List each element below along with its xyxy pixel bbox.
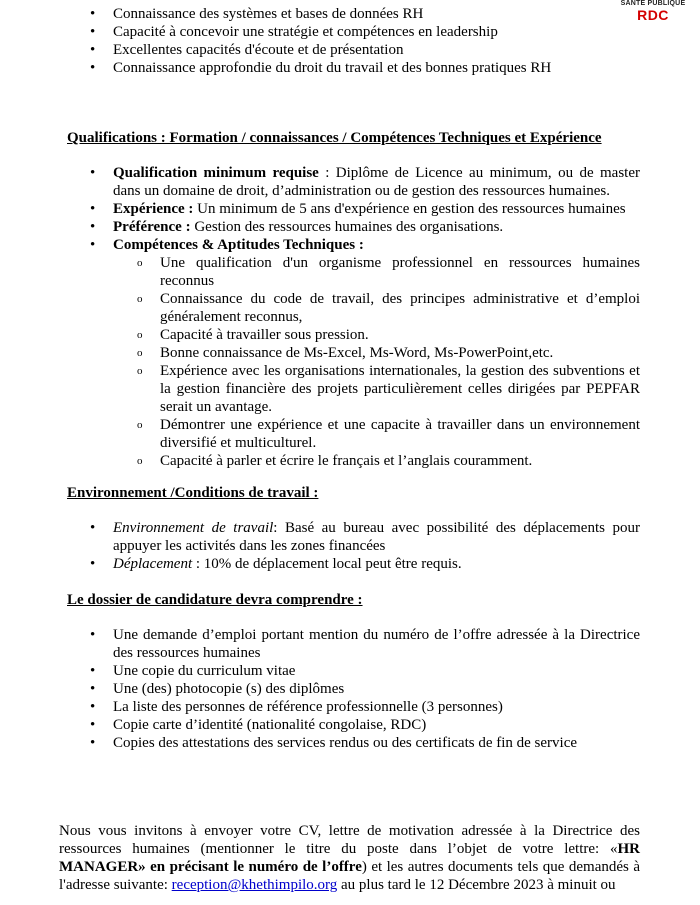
list-item: • Copies des attestations des services rendus ou des certificats de fin de service: [0, 734, 700, 752]
list-item: [0, 519, 700, 555]
list-item: [0, 200, 700, 218]
list-item: • Une copie du curriculum vitae: [0, 662, 700, 680]
item-label: Qualification minimum requise: [113, 165, 319, 181]
item-label: Déplacement: [113, 556, 193, 572]
item-label: Expérience :: [113, 201, 194, 217]
list-item: [0, 218, 700, 236]
closing-text: au plus tard le 12 Décembre 2023 à minuit ou: [337, 877, 616, 893]
list-item: • Une demande d’emploi portant mention du numéro de l’offre adressée à la Directrice des ressources humaines: [0, 626, 700, 662]
closing-text: Nous vous invitons à envoyer votre CV, lettre de motivation adressée à la Directrice des ressources humaines (mentionner le titre du poste dans l’objet de votre lettre: «: [59, 823, 640, 857]
sub-list-item: o Expérience avec les organisations internationales, la gestion des subventions et la gestion financière des projets particulièrement celles dirigées par PEPFAR serait un avantage.: [0, 362, 700, 416]
sub-list-item: o Démontrer une expérience et une capacite à travailler dans un environnement diversifié et multiculturel.: [0, 416, 700, 452]
item-text: Gestion des ressources humaines des organisations.: [190, 219, 504, 235]
sub-list-item: o Une qualification d'un organisme professionnel en ressources humaines reconnus: [0, 254, 700, 290]
item-text: : Basé au bureau avec possibilité des déplacements pour appuyer les activités dans les zones financées: [113, 520, 640, 554]
email-link[interactable]: reception@khethimpilo.org: [171, 877, 338, 893]
list-item: • Connaissance approfondie du droit du travail et des bonnes pratiques RH: [0, 59, 700, 77]
closing-text: ) et les autres documents tels que demandés à l'adresse suivante:: [59, 859, 640, 893]
list-item: [0, 555, 700, 573]
logo-subtitle: SANTE PUBLIQUE: [620, 0, 686, 7]
list-item: • Connaissance des systèmes et bases de données RH: [0, 5, 700, 23]
qualifications-heading: Qualifications : Formation / connaissances / Compétences Techniques et Expérience: [67, 130, 602, 146]
list-item: • Capacité à concevoir une stratégie et compétences en leadership: [0, 23, 700, 41]
closing-bold: HR MANAGER» en précisant le numéro de l’offre: [59, 841, 640, 875]
item-label: Compétences & Aptitudes Techniques :: [113, 237, 364, 253]
competences-sublist: [0, 254, 700, 470]
environment-heading: Environnement /Conditions de travail :: [67, 485, 319, 501]
sub-list-item: o Capacité à travailler sous pression.: [0, 326, 700, 344]
dossier-heading: Le dossier de candidature devra comprendre :: [67, 592, 363, 608]
list-item: [0, 164, 700, 200]
closing-paragraph: [59, 822, 640, 894]
environment-list: [0, 519, 700, 573]
item-label: Préférence :: [113, 219, 191, 235]
qualifications-list: [0, 164, 700, 470]
list-item: • Excellentes capacités d'écoute et de présentation: [0, 41, 700, 59]
list-item: [0, 236, 700, 470]
sub-list-item: o Connaissance du code de travail, des principes administrative et d’emploi généralement reconnus,: [0, 290, 700, 326]
logo-brand: RDC: [637, 7, 669, 23]
item-text: : Diplôme de Licence au minimum, ou de master dans un domaine de droit, d’administration ou de gestion des ressources humaines.: [113, 165, 640, 199]
sub-list-item: o Capacité à parler et écrire le français et l’anglais couramment.: [0, 452, 700, 470]
item-text: : 10% de déplacement local peut être requis.: [192, 556, 462, 572]
sub-list-item: o Bonne connaissance de Ms-Excel, Ms-Word, Ms-PowerPoint,etc.: [0, 344, 700, 362]
item-label: Environnement de travail: [113, 520, 274, 536]
list-item: • La liste des personnes de référence professionnelle (3 personnes): [0, 698, 700, 716]
dossier-list: [0, 626, 700, 752]
item-text: Un minimum de 5 ans d'expérience en gestion des ressources humaines: [193, 201, 626, 217]
top-skills-list: [0, 5, 700, 77]
list-item: • Copie carte d’identité (nationalité congolaise, RDC): [0, 716, 700, 734]
list-item: • Une (des) photocopie (s) des diplômes: [0, 680, 700, 698]
